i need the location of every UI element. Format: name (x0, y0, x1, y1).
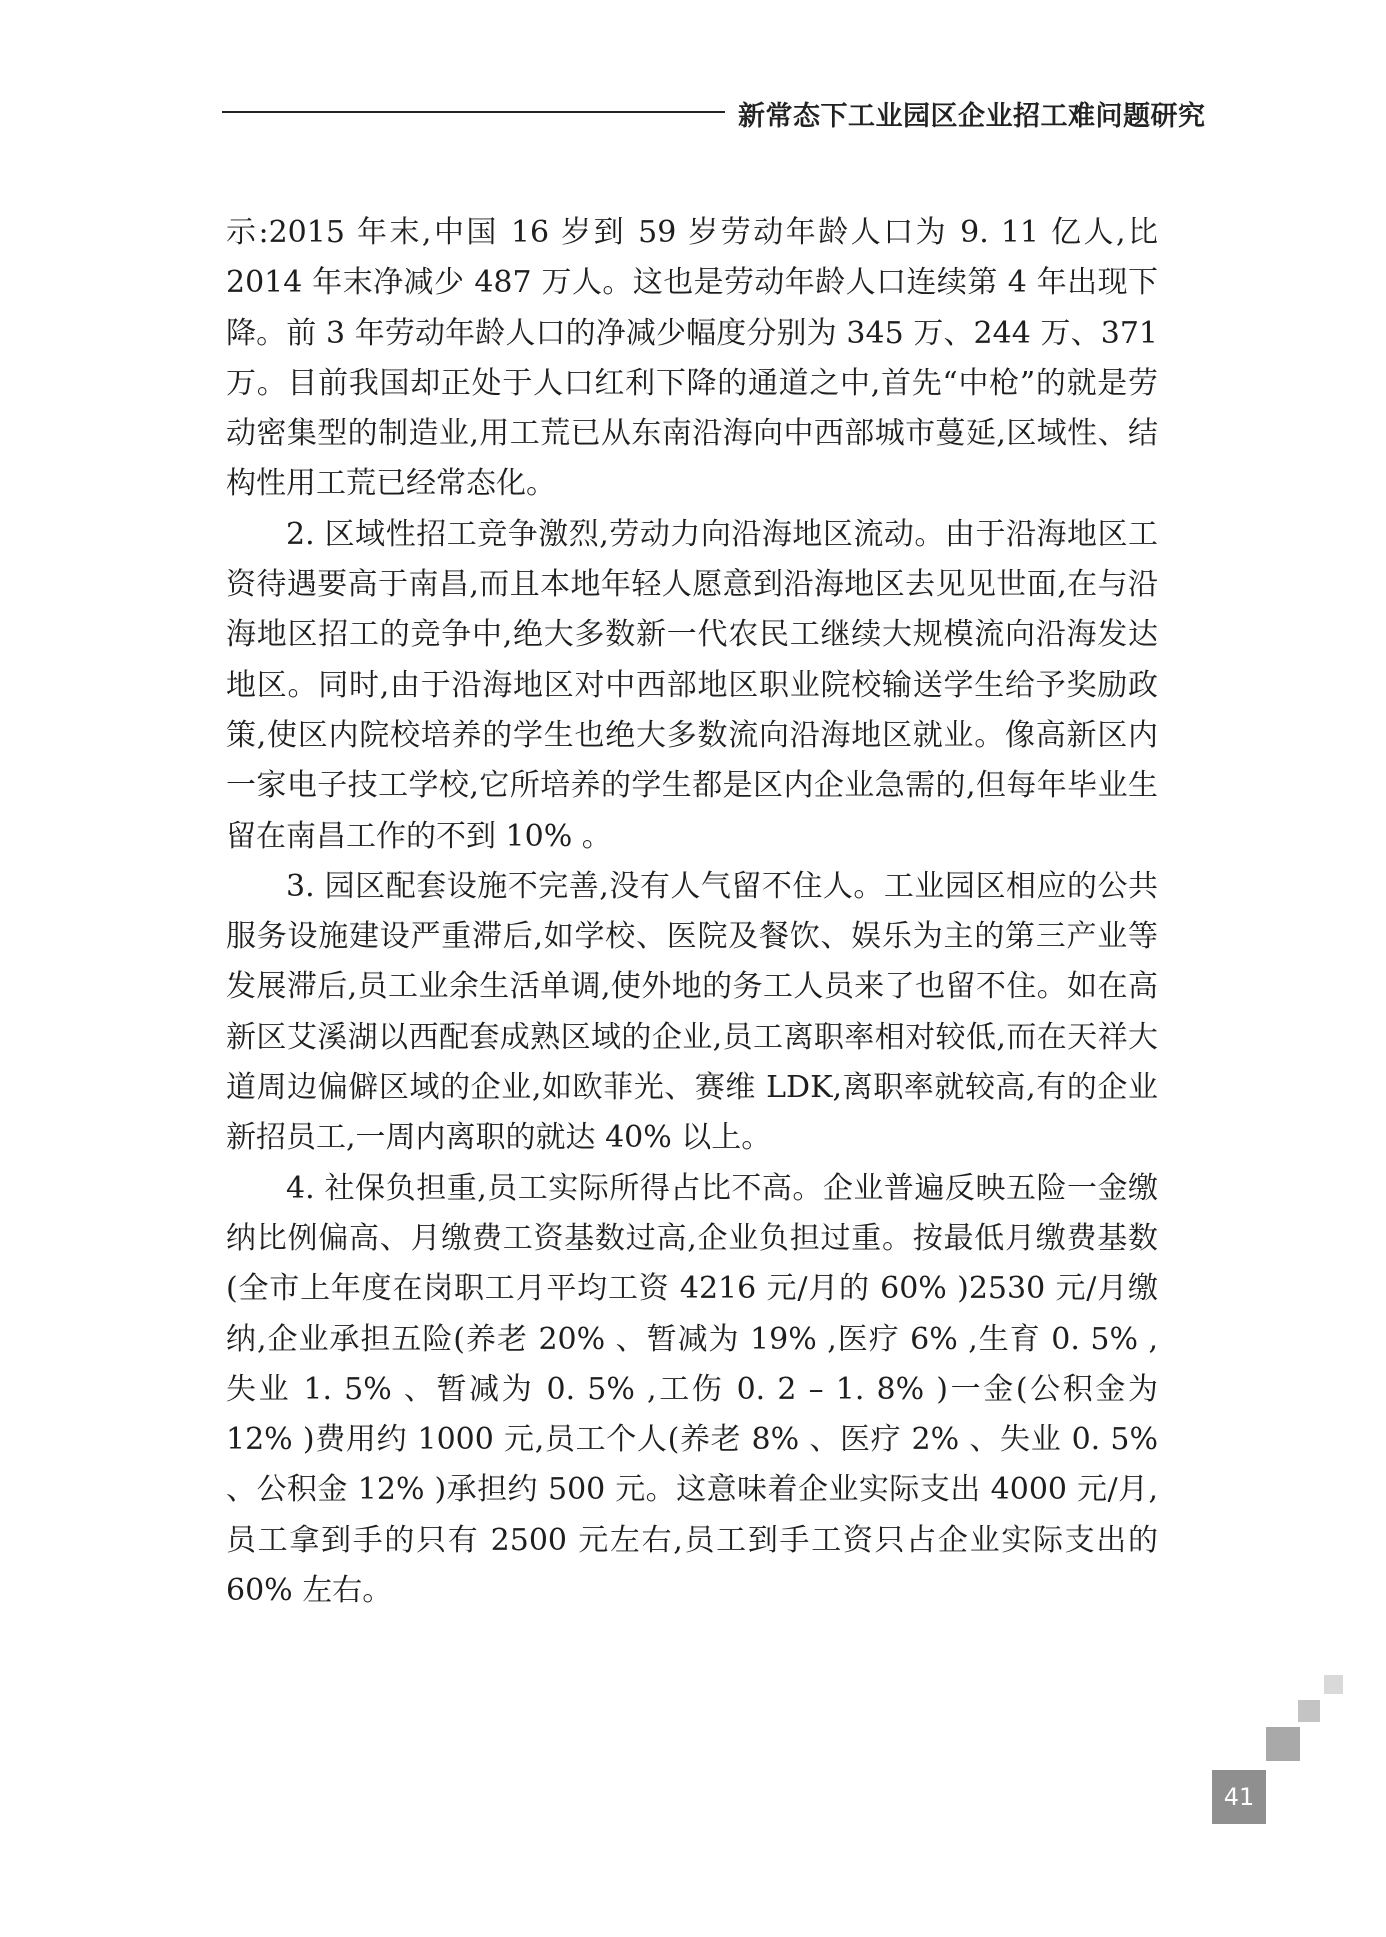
paragraph-2: 2. 区域性招工竞争激烈,劳动力向沿海地区流动。由于沿海地区工资待遇要高于南昌,而且本地年轻人愿意到沿海地区去见见世面,在与沿海地区招工的竞争中,绝大多数新一代农民工继续大规模流向沿海发达地区。同时,由于沿海地区对中西部地区职业院校输送学生给予奖励政策,使区内院校培养的学生也绝大多数流向沿海地区就业。像高新区内一家电子技工学校,它所培养的学生都是区内企业急需的,但每年毕业生留在南昌工作的不到 10% 。 (226, 516, 1158, 854)
paragraph-4: 4. 社保负担重,员工实际所得占比不高。企业普遍反映五险一金缴纳比例偏高、月缴费工资基数过高,企业负担过重。按最低月缴费基数(全市上年度在岗职工月平均工资 4216 元/月的 60% )2530 元/月缴纳,企业承担五险(养老 20% 、暂减为 19% ,医疗 6% ,生育 0. 5% ,失业 1. 5% 、暂减为 0. 5% ,工伤 0. 2 – 1. 8% )一金(公积金为 12% )费用约 1000 元,员工个人(养老 8% 、医疗 2% 、失业 0. 5% 、公积金 12% )承担约 500 元。这意味着企业实际支出 4000 元/月,员工拿到手的只有 2500 元左右,员工到手工资只占企业实际支出的 60% 左右。 (226, 1170, 1158, 1609)
paragraph-3: 3. 园区配套设施不完善,没有人气留不住人。工业园区相应的公共服务设施建设严重滞后,如学校、医院及餐饮、娱乐为主的第三产业等发展滞后,员工业余生活单调,使外地的务工人员来了也留不住。如在高新区艾溪湖以西配套成熟区域的企业,员工离职率相对较低,而在天祥大道周边偏僻区域的企业,如欧菲光、赛维 LDK,离职率就较高,有的企业新招员工,一周内离职的就达 40% 以上。 (226, 868, 1158, 1156)
body-text (226, 208, 1158, 1616)
page-number: 41 (1212, 1770, 1266, 1824)
decorative-square-small (1324, 1675, 1343, 1694)
decorative-square-large (1266, 1727, 1300, 1761)
running-title: 新常态下工业园区企业招工难问题研究 (738, 101, 1206, 132)
header-rule (222, 111, 725, 113)
decorative-square-medium (1298, 1700, 1320, 1722)
paragraph-continued: 示:2015 年末,中国 16 岁到 59 岁劳动年龄人口为 9. 11 亿人,比 2014 年末净减少 487 万人。这也是劳动年龄人口连续第 4 年出现下降。前 3 年劳动年龄人口的净减少幅度分别为 345 万、244 万、371 万。目前我国却正处于人口红利下降的通道之中,首先“中枪”的就是劳动密集型的制造业,用工荒已从东南沿海向中西部城市蔓延,区域性、结构性用工荒已经常态化。 (226, 215, 1158, 502)
